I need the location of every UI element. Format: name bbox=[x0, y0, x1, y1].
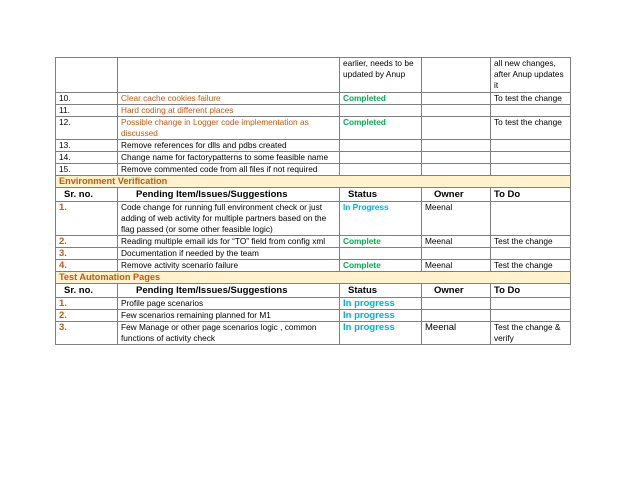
col-header-todo: To Do bbox=[491, 188, 571, 202]
row-item: Remove references for dlls and pdbs created bbox=[118, 140, 340, 152]
row-todo: all new changes, after Anup updates it bbox=[491, 58, 571, 93]
row-item: Few Manage or other page scenarios logic , common functions of activity check bbox=[118, 322, 340, 345]
row-owner bbox=[422, 310, 491, 322]
row-owner bbox=[422, 93, 491, 105]
row-item: Remove commented code from all files if not required bbox=[118, 164, 340, 176]
row-item: Few scenarios remaining planned for M1 bbox=[118, 310, 340, 322]
row-status bbox=[340, 105, 422, 117]
row-number: 1. bbox=[56, 298, 118, 310]
section-title-automation: Test Automation Pages bbox=[56, 272, 571, 284]
col-header-srno: Sr. no. bbox=[56, 188, 118, 202]
table-row bbox=[56, 140, 571, 152]
row-status: In progress bbox=[340, 298, 422, 310]
row-number: 15. bbox=[56, 164, 118, 176]
row-item: Documentation if needed by the team bbox=[118, 248, 340, 260]
row-owner bbox=[422, 117, 491, 140]
row-owner: Meenal bbox=[422, 236, 491, 248]
row-number: 12. bbox=[56, 117, 118, 140]
table-row bbox=[56, 310, 571, 322]
row-todo: Test the change & verify bbox=[491, 322, 571, 345]
row-todo bbox=[491, 152, 571, 164]
row-number: 13. bbox=[56, 140, 118, 152]
table-row bbox=[56, 152, 571, 164]
row-todo: To test the change bbox=[491, 93, 571, 105]
row-number bbox=[56, 58, 118, 93]
section-title-environment: Environment Verification bbox=[56, 176, 571, 188]
col-header-owner: Owner bbox=[422, 284, 491, 298]
row-owner: Meenal bbox=[422, 322, 491, 345]
table-row bbox=[56, 117, 571, 140]
row-status: earlier, needs to be updated by Anup bbox=[340, 58, 422, 93]
row-todo bbox=[491, 202, 571, 236]
col-header-srno: Sr. no. bbox=[56, 284, 118, 298]
row-item: Reading multiple email ids for “TO” field from config xml bbox=[118, 236, 340, 248]
col-header-status: Status bbox=[340, 284, 422, 298]
section-row bbox=[56, 176, 571, 188]
table-row bbox=[56, 202, 571, 236]
row-number: 10. bbox=[56, 93, 118, 105]
row-number: 1. bbox=[56, 202, 118, 236]
row-todo bbox=[491, 140, 571, 152]
col-header-item: Pending Item/Issues/Suggestions bbox=[118, 188, 340, 202]
row-owner bbox=[422, 140, 491, 152]
table-row bbox=[56, 105, 571, 117]
row-owner bbox=[422, 152, 491, 164]
table-row bbox=[56, 236, 571, 248]
row-number: 3. bbox=[56, 322, 118, 345]
row-status: In progress bbox=[340, 322, 422, 345]
row-todo: Test the change bbox=[491, 236, 571, 248]
col-header-todo: To Do bbox=[491, 284, 571, 298]
row-owner bbox=[422, 58, 491, 93]
row-todo bbox=[491, 248, 571, 260]
row-todo bbox=[491, 105, 571, 117]
col-header-status: Status bbox=[340, 188, 422, 202]
row-item: Clear cache cookies failure bbox=[118, 93, 340, 105]
row-owner bbox=[422, 164, 491, 176]
row-owner: Meenal bbox=[422, 202, 491, 236]
row-status bbox=[340, 140, 422, 152]
row-owner: Meenal bbox=[422, 260, 491, 272]
row-number: 2. bbox=[56, 236, 118, 248]
section-row bbox=[56, 272, 571, 284]
row-number: 3. bbox=[56, 248, 118, 260]
table-row bbox=[56, 93, 571, 105]
row-item: Code change for running full environment check or just adding of web activity for multiple partners based on the flag passed (or some other feasible logic) bbox=[118, 202, 340, 236]
row-number: 11. bbox=[56, 105, 118, 117]
row-item bbox=[118, 58, 340, 93]
row-status: In Progress bbox=[340, 202, 422, 236]
row-status bbox=[340, 152, 422, 164]
col-header-owner: Owner bbox=[422, 188, 491, 202]
row-status: Completed bbox=[340, 117, 422, 140]
table-row bbox=[56, 58, 571, 93]
row-status: Complete bbox=[340, 236, 422, 248]
row-item: Change name for factorypatterns to some feasible name bbox=[118, 152, 340, 164]
row-item: Profile page scenarios bbox=[118, 298, 340, 310]
row-status: Completed bbox=[340, 93, 422, 105]
table-row bbox=[56, 298, 571, 310]
row-status: Complete bbox=[340, 260, 422, 272]
row-item: Possible change in Logger code implementation as discussed bbox=[118, 117, 340, 140]
table-row bbox=[56, 248, 571, 260]
row-number: 2. bbox=[56, 310, 118, 322]
row-item: Remove activity scenario failure bbox=[118, 260, 340, 272]
col-header-item: Pending Item/Issues/Suggestions bbox=[118, 284, 340, 298]
row-todo bbox=[491, 298, 571, 310]
task-table bbox=[55, 57, 571, 345]
row-todo: To test the change bbox=[491, 117, 571, 140]
row-number: 4. bbox=[56, 260, 118, 272]
table-row bbox=[56, 164, 571, 176]
header-row bbox=[56, 284, 571, 298]
header-row bbox=[56, 188, 571, 202]
row-item: Hard coding at different places bbox=[118, 105, 340, 117]
row-todo bbox=[491, 310, 571, 322]
table-row bbox=[56, 322, 571, 345]
row-owner bbox=[422, 248, 491, 260]
row-status bbox=[340, 164, 422, 176]
row-owner bbox=[422, 298, 491, 310]
row-todo: Test the change bbox=[491, 260, 571, 272]
row-owner bbox=[422, 105, 491, 117]
row-status bbox=[340, 248, 422, 260]
row-number: 14. bbox=[56, 152, 118, 164]
row-todo bbox=[491, 164, 571, 176]
row-status: In progress bbox=[340, 310, 422, 322]
table-row bbox=[56, 260, 571, 272]
